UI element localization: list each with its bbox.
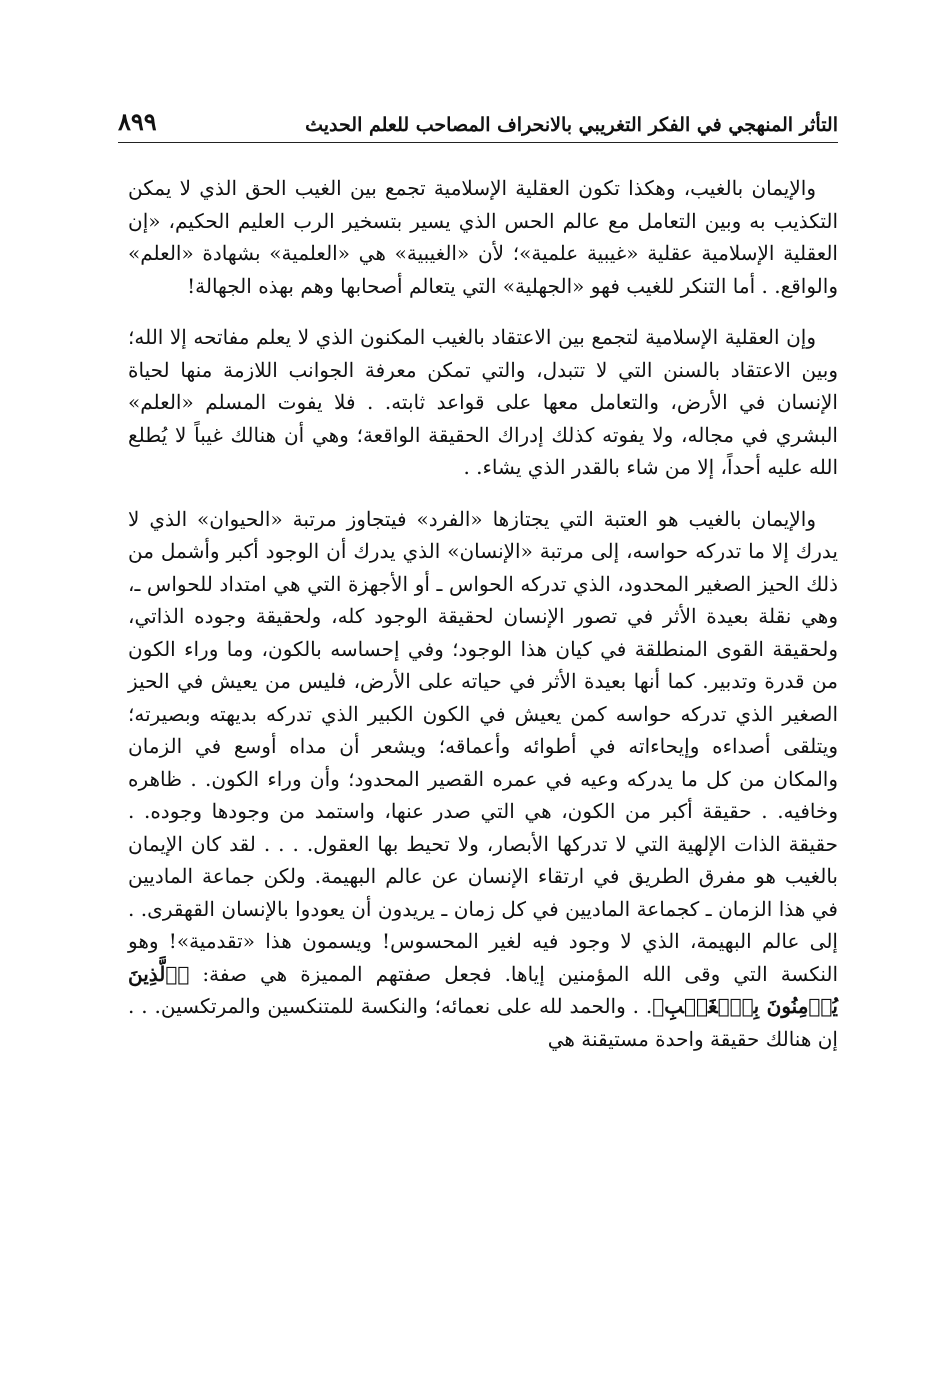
paragraph-text: . . والحمد لله على نعمائه؛ والنكسة للمتنكسين والمرتكسين. . . إن هنالك حقيقة واحدة مستيقنة هي [128, 994, 838, 1051]
running-header [118, 96, 838, 136]
quran-verse: ﴿ٱلَّذِينَ يُؤۡمِنُونَ بِٱلۡغَيۡبِ﴾ [128, 961, 839, 1018]
running-title: التأثر المنهجي في الفكر التغريبي بالانحراف المصاحب للعلم الحديث [305, 114, 838, 136]
body-text [128, 172, 838, 1055]
paragraph [128, 503, 838, 1056]
paragraph: والإيمان بالغيب، وهكذا تكون العقلية الإسلامية تجمع بين الغيب الحق الذي لا يمكن التكذيب به وبين التعامل مع عالم الحس الذي يسير بتسخير الرب العليم الحكيم، «إن العقلية الإسلامية عقلية «غيبية علمية»؛ لأن «الغيبية» هي «العلمية» بشهادة «العلم» والواقع. . أما التنكر للغيب فهو «الجهلية» التي يتعالم أصحابها وهم بهذه الجهالة! [128, 176, 839, 298]
paragraph: وإن العقلية الإسلامية لتجمع بين الاعتقاد بالغيب المكنون الذي لا يعلم مفاتحه إلا الله؛ وبين الاعتقاد بالسنن التي لا تتبدل، والتي تمكن معرفة الجوانب اللازمة منها لحياة الإنسان في الأرض، والتعامل معها على قواعد ثابته. . فلا يفوت المسلم «العلم» البشري في مجاله، ولا يفوته كذلك إدراك الحقيقة الواقعة؛ وهي أن هنالك غيباً لا يُطلع الله عليه أحداً، إلا من شاء بالقدر الذي يشاء. . [128, 325, 838, 479]
page-number: ٨٩٩ [118, 107, 157, 136]
paragraph-text: والإيمان بالغيب هو العتبة التي يجتازها «الفرد» فيتجاوز مرتبة «الحيوان» الذي لا يدرك إلا ما تدركه حواسه، إلى مرتبة «الإنسان» الذي يدرك أن الوجود أكبر وأشمل من ذلك الحيز الصغير المحدود، الذي تدركه الحواس ـ أو الأجهزة التي هي امتداد للحواس ـ، وهي نقلة بعيدة الأثر في تصور الإنسان لحقيقة الوجود كله، ولحقيقة وجوده الذاتي، ولحقيقة القوى المنطلقة في كيان هذا الوجود؛ وفي إحساسه بالكون، وما وراء الكون من قدرة وتدبير. كما أنها بعيدة الأثر في حياته على الأرض، فليس من يعيش في الحيز الصغير الذي تدركه حواسه كمن يعيش في الكون الكبير الذي تدركه بديهته وبصيرته؛ ويتلقى أصداءه وإيحاءاته في أطوائه وأعماقه؛ ويشعر أن مداه أوسع في الزمان والمكان من كل ما يدركه وعيه في عمره القصير المحدود؛ وأن وراء الكون. . ظاهره وخافيه. . حقيقة أكبر من الكون، هي التي صدر عنها، واستمد من وجودها وجوده. . حقيقة الذات الإلهية التي لا تدركها الأبصار، ولا تحيط بها العقول. . . . لقد كان الإيمان بالغيب هو مفرق الطريق في ارتقاء الإنسان عن عالم البهيمة. ولكن جماعة الماديين في هذا الزمان ـ كجماعة الماديين في كل زمان ـ يريدون أن يعودوا بالإنسان القهقرى. . إلى عالم البهيمة، الذي لا وجود فيه لغير المحسوس! ويسمون هذا «تقدمية»! وهو النكسة التي وقى الله المؤمنين إياها. فجعل صفتهم المميزة هي صفة: [128, 506, 839, 986]
header-divider [118, 142, 838, 143]
